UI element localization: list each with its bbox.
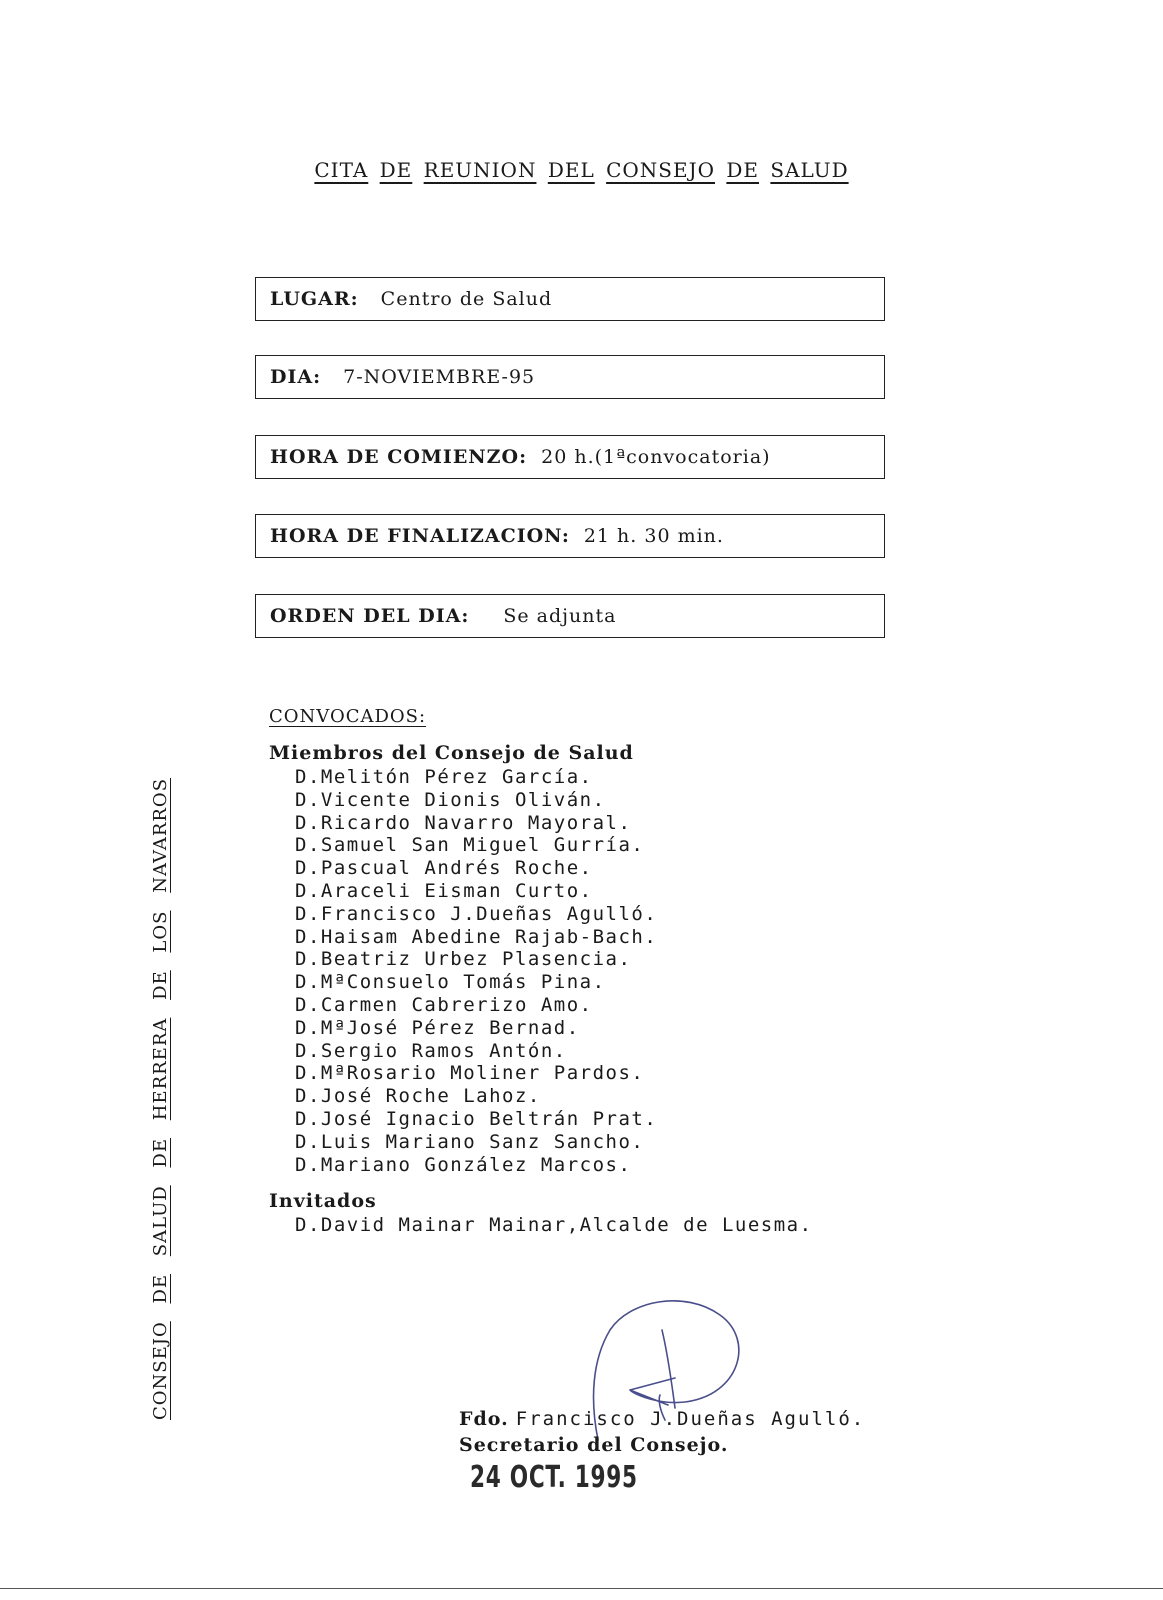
member-item: D.José Roche Lahoz. <box>295 1085 541 1108</box>
invitado-item: D.David Mainar Mainar,Alcalde de Luesma. <box>295 1214 813 1236</box>
field-hora-comienzo-value: 20 h.(1ªconvocatoria) <box>541 446 771 468</box>
title-word: REUNION <box>423 158 537 182</box>
field-lugar <box>255 277 885 321</box>
date-stamp: 24 OCT. 1995 <box>470 1460 638 1495</box>
title-word: SALUD <box>770 158 849 182</box>
field-dia <box>255 355 885 399</box>
convocados-heading: CONVOCADOS: <box>269 706 427 727</box>
field-hora-comienzo <box>255 435 885 479</box>
sidebar-word: DE <box>150 1273 171 1304</box>
member-item: D.Haisam Abedine Rajab-Bach. <box>295 925 658 948</box>
member-item: D.Ricardo Navarro Mayoral. <box>295 811 632 834</box>
member-item: D.Francisco J.Dueñas Agulló. <box>295 902 658 925</box>
member-item: D.MªJosé Pérez Bernad. <box>295 1016 580 1039</box>
title-word: CONSEJO <box>606 158 716 182</box>
title-word: DEL <box>547 158 595 182</box>
member-item: D.Vicente Dionis Oliván. <box>295 788 606 811</box>
member-item: D.José Ignacio Beltrán Prat. <box>295 1107 658 1130</box>
document-title <box>0 158 1163 182</box>
member-item: D.Sergio Ramos Antón. <box>295 1039 567 1062</box>
page-edge-line <box>0 1588 1163 1589</box>
member-item: D.Melitón Pérez García. <box>295 766 593 788</box>
title-word: DE <box>726 158 760 182</box>
sidebar-word: CONSEJO <box>150 1321 171 1420</box>
field-orden-del-dia <box>255 594 885 638</box>
sidebar-word: DE <box>150 1138 171 1168</box>
field-lugar-value: Centro de Salud <box>380 288 553 310</box>
sidebar-word: DE <box>150 970 171 1000</box>
signatory-name: Francisco J.Dueñas Agulló. <box>515 1408 866 1430</box>
field-lugar-label: LUGAR: <box>270 288 359 310</box>
signature-line <box>459 1408 865 1430</box>
signatory-role: Secretario del Consejo. <box>459 1434 729 1456</box>
members-list <box>295 766 657 1176</box>
field-dia-label: DIA: <box>270 366 322 388</box>
fdo-label: Fdo. <box>459 1408 509 1430</box>
title-word: CITA <box>314 158 369 182</box>
member-item: D.Carmen Cabrerizo Amo. <box>295 993 593 1016</box>
member-item: D.Mariano González Marcos. <box>295 1153 632 1176</box>
field-orden-value: Se adjunta <box>503 605 617 627</box>
miembros-heading: Miembros del Consejo de Salud <box>269 742 634 764</box>
title-word: DE <box>379 158 413 182</box>
field-hora-finalizacion <box>255 514 885 558</box>
member-item: D.Samuel San Miguel Gurría. <box>295 834 645 857</box>
sidebar-word: HERRERA <box>150 1017 171 1121</box>
field-dia-value: 7-NOVIEMBRE-95 <box>343 366 536 388</box>
sidebar-word: NAVARROS <box>150 777 171 893</box>
field-hora-comienzo-label: HORA DE COMIENZO: <box>270 446 528 468</box>
field-hora-finalizacion-label: HORA DE FINALIZACION: <box>270 525 570 547</box>
vertical-organization-label <box>150 777 171 1420</box>
member-item: D.MªConsuelo Tomás Pina. <box>295 971 606 994</box>
member-item: D.Beatriz Urbez Plasencia. <box>295 948 632 971</box>
field-hora-finalizacion-value: 21 h. 30 min. <box>583 525 724 547</box>
sidebar-word: LOS <box>150 910 171 953</box>
field-orden-label: ORDEN DEL DIA: <box>270 605 470 627</box>
invitados-heading: Invitados <box>269 1190 377 1212</box>
member-item: D.Araceli Eisman Curto. <box>295 879 593 902</box>
member-item: D.Pascual Andrés Roche. <box>295 857 593 880</box>
sidebar-word: SALUD <box>150 1185 171 1257</box>
member-item: D.Luis Mariano Sanz Sancho. <box>295 1130 645 1153</box>
member-item: D.MªRosario Moliner Pardos. <box>295 1062 645 1085</box>
